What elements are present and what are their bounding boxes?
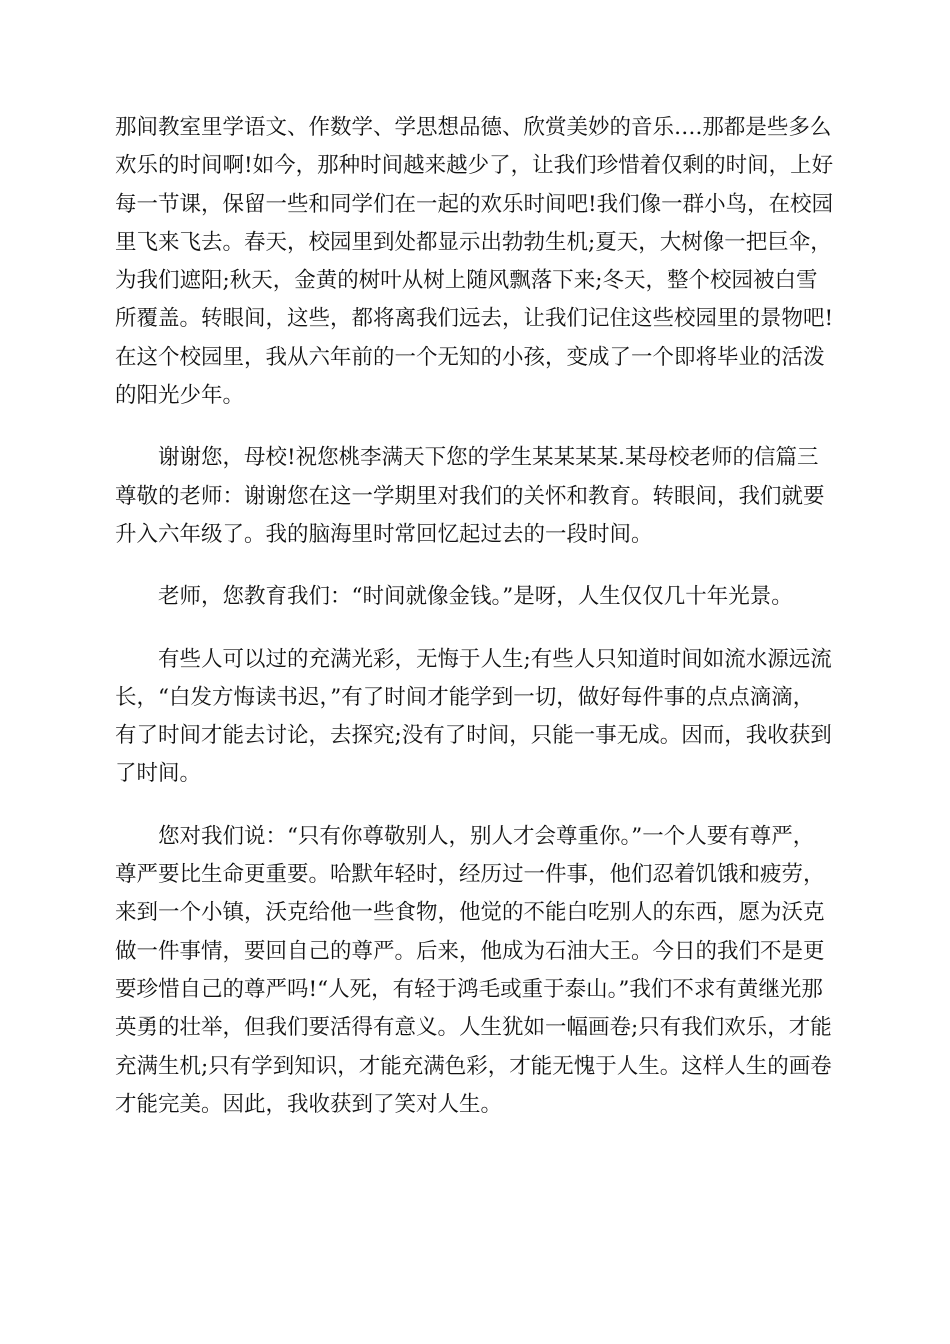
paragraph-2: 谢谢您，母校!祝您桃李满天下您的学生某某某某.某母校老师的信篇三尊敬的老师：谢谢您在这一学期里对我们的关怀和教育。转眼间，我们就要升入六年级了。我的脑海里时常回忆起过去的一段时间。 xyxy=(115,445,825,547)
paragraph-1: 那间教室里学语文、作数学、学思想品德、欣赏美妙的音乐….那都是些多么欢乐的时间啊!如今，那种时间越来越少了，让我们珍惜着仅剩的时间，上好每一节课，保留一些和同学们在一起的欢乐时间吧!我们像一群小鸟，在校园里飞来飞去。春天，校园里到处都显示出勃勃生机;夏天，大树像一把巨伞，为我们遮阳;秋天，金黄的树叶从树上随风飘落下来;冬天，整个校园被白雪所覆盖。转眼间，这些，都将离我们远去，让我们记住这些校园里的景物吧!在这个校园里，我从六年前的一个无知的小孩，变成了一个即将毕业的活泼的阳光少年。 xyxy=(115,115,834,409)
paragraph-3: 老师，您教育我们：“时间就像金钱。”是呀，人生仅仅几十年光景。 xyxy=(158,584,793,610)
document-body xyxy=(115,109,835,1124)
paragraph-4: 有些人可以过的充满光彩，无悔于人生;有些人只知道时间如流水源远流长，“白发方悔读书迟，”有了时间才能学到一切，做好每件事的点点滴滴，有了时间才能去讨论，去探究;没有了时间，只能一事无成。因而，我收获到了时间。 xyxy=(115,646,832,787)
paragraph-5: 您对我们说：“只有你尊敬别人，别人才会尊重你。”一个人要有尊严，尊严要比生命更重要。哈默年轻时，经历过一件事，他们忍着饥饿和疲劳，来到一个小镇，沃克给他一些食物，他觉的不能白吃别人的东西，愿为沃克做一件事情，要回自己的尊严。后来，他成为石油大王。今日的我们不是更要珍惜自己的尊严吗!“人死，有轻于鸿毛或重于泰山。”我们不求有黄继光那英勇的壮举，但我们要活得有意义。人生犹如一幅画卷;只有我们欢乐，才能充满生机;只有学到知识，才能充满色彩，才能无愧于人生。这样人生的画卷才能完美。因此，我收获到了笑对人生。 xyxy=(115,823,832,1117)
